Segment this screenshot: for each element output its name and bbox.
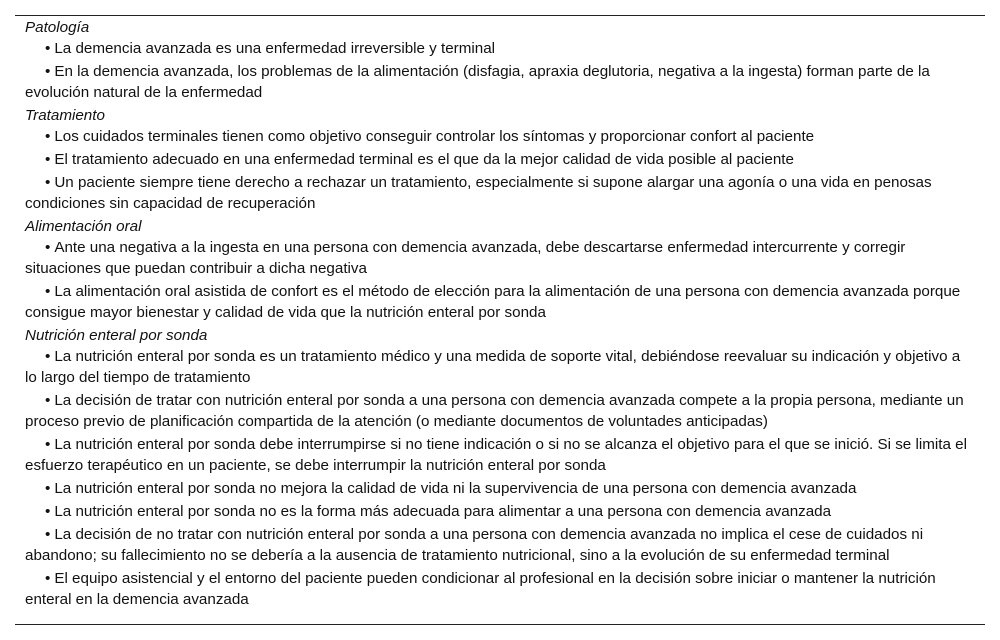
list-item: [25, 237, 975, 281]
bullet-icon: •: [45, 436, 51, 454]
section-title: Alimentación oral: [25, 217, 142, 235]
table-bottom-rule: [15, 624, 985, 625]
list-item-text: La nutrición enteral por sonda debe interrumpirse si no tiene indicación o si no se alcanza el objetivo para el que se inició. Si se limita el esfuerzo terapéutico en un paciente, se debe interrumpir la nutrición enteral por sonda: [25, 436, 967, 475]
bullet-icon: •: [45, 392, 51, 410]
bullet-icon: •: [45, 238, 51, 256]
list-item: [25, 524, 975, 568]
list-item-text: El equipo asistencial y el entorno del paciente pueden condicionar al profesional en la decisión sobre iniciar o mantener la nutrición enteral en la demencia avanzada: [25, 569, 936, 608]
list-item-text: En la demencia avanzada, los problemas de la alimentación (disfagia, apraxia deglutoria, negativa a la ingesta) forman parte de la evolución natural de la enfermedad: [25, 62, 930, 102]
bullet-icon: •: [45, 480, 51, 498]
list-item-text: La nutrición enteral por sonda no es la forma más adecuada para alimentar a una persona con demencia avanzada: [54, 502, 832, 520]
section-alimentacion-oral: [25, 216, 975, 325]
section-nutricion-enteral: [25, 325, 975, 612]
bullet-icon: •: [45, 348, 51, 366]
list-item: [25, 501, 975, 524]
section-title: Patología: [25, 19, 90, 36]
bullet-icon: •: [45, 150, 51, 168]
list-item-text: La nutrición enteral por sonda es un tratamiento médico y una medida de soporte vital, debiéndose reevaluar su indicación y objetivo a lo largo del tiempo de tratamiento: [25, 348, 961, 387]
list-item-text: La demencia avanzada es una enfermedad irreversible y terminal: [54, 40, 496, 58]
list-item: [25, 434, 975, 478]
list-item-text: La decisión de no tratar con nutrición enteral por sonda a una persona con demencia avanzada no implica el cese de cuidados ni abandono; su fallecimiento no se debería a la ausencia de tratamiento nutricional, sino a la evolución de su enfermedad terminal: [25, 525, 924, 564]
list-item: [25, 172, 975, 216]
table-top-rule: [15, 15, 985, 16]
list-item: [25, 38, 975, 61]
list-item-text: La nutrición enteral por sonda no mejora la calidad de vida ni la supervivencia de una persona con demencia avanzada: [54, 480, 857, 498]
list-item: [25, 568, 975, 612]
section-tratamiento: [25, 105, 975, 216]
section-title: Tratamiento: [25, 106, 105, 124]
bullet-icon: •: [45, 569, 51, 587]
list-item-text: Los cuidados terminales tienen como objetivo conseguir controlar los síntomas y proporcionar confort al paciente: [54, 128, 815, 146]
table-body: [25, 17, 975, 611]
list-item-text: Ante una negativa a la ingesta en una persona con demencia avanzada, debe descartarse enfermedad intercurrente y corregir situaciones que puedan contribuir a dicha negativa: [25, 238, 906, 278]
list-item: [25, 126, 975, 149]
list-item: [25, 478, 975, 501]
bullet-icon: •: [45, 502, 51, 520]
list-item-text: Un paciente siempre tiene derecho a rechazar un tratamiento, especialmente si supone alargar una agonía o una vida en penosas condiciones sin capacidad de recuperación: [25, 173, 932, 212]
bullet-icon: •: [45, 525, 51, 543]
bullet-icon: •: [45, 62, 51, 80]
list-item-text: La decisión de tratar con nutrición enteral por sonda a una persona con demencia avanzada compete a la propia persona, mediante un proceso previo de planificación compartida de la atención (o mediante documentos de voluntades anticipadas): [25, 392, 964, 431]
list-item: [25, 61, 975, 105]
list-item: [25, 149, 975, 172]
bullet-icon: •: [45, 173, 51, 191]
list-item: [25, 281, 975, 325]
section-patologia: [25, 17, 975, 105]
section-title: Nutrición enteral por sonda: [25, 326, 208, 344]
list-item: [25, 346, 975, 390]
bullet-icon: •: [45, 40, 51, 58]
bullet-icon: •: [45, 282, 51, 300]
list-item: [25, 390, 975, 434]
list-item-text: El tratamiento adecuado en una enfermedad terminal es el que da la mejor calidad de vida posible al paciente: [54, 150, 794, 168]
bullet-icon: •: [45, 128, 51, 146]
list-item-text: La alimentación oral asistida de confort es el método de elección para la alimentación de una persona con demencia avanzada porque consigue mayor bienestar y calidad de vida que la nutrición enteral por sonda: [25, 282, 961, 322]
